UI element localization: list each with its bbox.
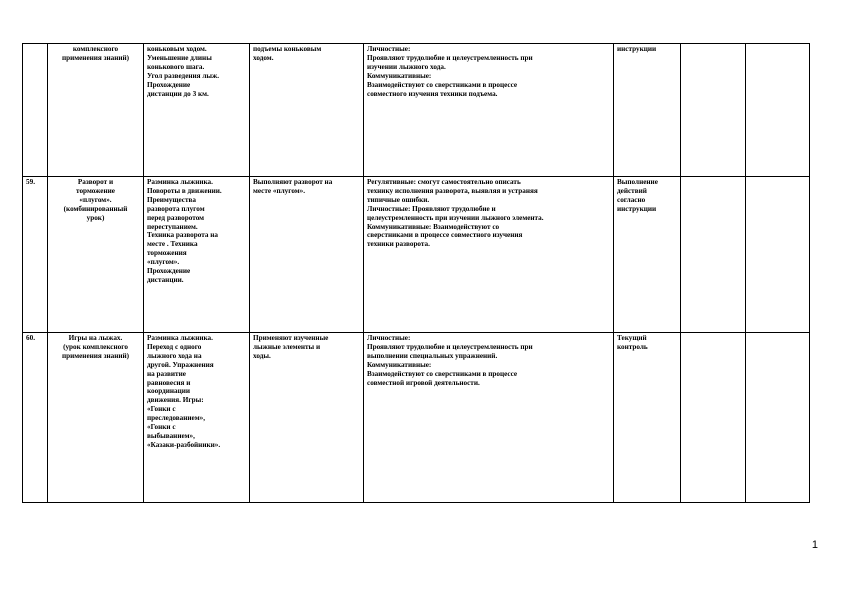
lesson-content-cell-line: переступанием.: [147, 222, 198, 231]
empty-cell: [681, 333, 746, 503]
control-form-cell: [614, 177, 681, 333]
table-row: [23, 177, 810, 333]
page-number: 1: [811, 539, 818, 551]
control-form-cell-line: инструкции: [617, 45, 657, 53]
student-activity-cell-line: Применяют изученные: [253, 334, 329, 342]
empty-cell: [746, 177, 810, 333]
lesson-content-cell-line: выбыванием»,: [147, 431, 195, 440]
lesson-content-cell-line: координации: [147, 387, 191, 396]
lesson-content-cell-line: на развитие: [147, 369, 186, 378]
control-form-cell-line: инструкции: [617, 204, 657, 213]
lesson-plan-table: [22, 43, 810, 503]
lesson-content-cell-line: Переход с одного: [147, 342, 202, 351]
control-form-cell-line: Выполнение: [617, 178, 658, 186]
learning-results-cell-line: Регулятивные: смогут самостоятельно описать: [367, 178, 521, 186]
lesson-topic-cell-line: применения знаний): [61, 351, 130, 360]
lesson-content-cell-line: Разминка лыжника.: [147, 334, 213, 342]
lesson-content-cell-line: дистанции до 3 км.: [147, 89, 209, 98]
lesson-content-cell-line: перед разворотом: [147, 213, 205, 222]
lesson-content-cell-line: торможения: [147, 249, 187, 258]
lesson-content-cell-line: Прохождение: [147, 267, 191, 276]
learning-results-cell: [364, 177, 614, 333]
learning-results-cell-line: Коммуникативные:: [367, 71, 432, 80]
table-row: [23, 44, 810, 177]
lesson-topic-cell-line: Игры на лыжах.: [68, 334, 123, 342]
lesson-topic-cell-line: применения знаний): [61, 53, 130, 62]
lesson-content-cell-line: преследованием»,: [147, 414, 206, 423]
learning-results-cell-line: Проявляют трудолюбие и целеустремленность при: [367, 53, 533, 62]
student-activity-cell: [250, 177, 364, 333]
control-form-cell: [614, 333, 681, 503]
lesson-content-cell-line: дистанции.: [147, 275, 184, 284]
lesson-content-cell-line: Угол разведения лыж.: [147, 71, 219, 80]
lesson-topic-cell-line: урок): [86, 213, 105, 222]
learning-results-cell-line: изучении лыжного хода.: [367, 62, 446, 71]
student-activity-cell-line: ходом.: [253, 53, 274, 62]
lesson-topic-cell-line: комплексного: [72, 45, 119, 53]
control-form-cell-line: действий: [617, 186, 647, 195]
learning-results-cell-line: совместного изучения техники подъема.: [367, 89, 498, 98]
student-activity-cell: [250, 333, 364, 503]
learning-results-cell-line: Коммуникативные:: [367, 360, 432, 369]
lesson-content-cell-line: Повороты в движении.: [147, 186, 222, 195]
lesson-topic-cell: [48, 333, 144, 503]
learning-results-cell-line: Личностные: Проявляют трудолюбие и: [367, 204, 496, 213]
student-activity-cell: [250, 44, 364, 177]
learning-results-cell-line: типичные ошибки.: [367, 195, 430, 204]
control-form-cell-line: Текущий: [617, 334, 647, 342]
lesson-content-cell-line: другой. Упражнения: [147, 360, 214, 369]
learning-results-cell: [364, 333, 614, 503]
learning-results-cell: [364, 44, 614, 177]
lesson-topic-cell-line: Разворот и: [77, 178, 114, 186]
learning-results-cell-line: совместной игровой деятельности.: [367, 378, 480, 387]
learning-results-cell-line: целеустремленность при изучении лыжного элемента.: [367, 213, 544, 222]
lesson-content-cell: [144, 333, 250, 503]
student-activity-cell-line: месте «плугом».: [253, 186, 306, 195]
lesson-content-cell-line: месте . Техника: [147, 240, 198, 249]
lesson-content-cell-line: разворота плугом: [147, 204, 205, 213]
lesson-content-cell-line: движения. Игры:: [147, 396, 204, 405]
learning-results-cell-line: Проявляют трудолюбие и целеустремленность при: [367, 342, 533, 351]
lesson-number-cell: 59.: [23, 177, 48, 333]
empty-cell: [681, 44, 746, 177]
lesson-content-cell: [144, 177, 250, 333]
lesson-content-cell-line: Уменьшение длины: [147, 53, 212, 62]
lesson-content-cell-line: «Гонки с: [147, 423, 176, 432]
lesson-content-cell-line: Прохождение: [147, 80, 191, 89]
control-form-cell: [614, 44, 681, 177]
lesson-topic-cell-line: (комбинированный: [63, 204, 128, 213]
lesson-content-cell-line: «Казаки-разбойники».: [147, 440, 221, 449]
student-activity-cell-line: лыжные элементы и: [253, 342, 321, 351]
student-activity-cell-line: подъемы коньковым: [253, 45, 322, 53]
learning-results-cell-line: сверстниками в процессе совместного изучения: [367, 231, 523, 240]
lesson-topic-cell-line: «плугом».: [79, 195, 112, 204]
learning-results-cell-line: техники разворота.: [367, 240, 430, 249]
lesson-content-cell-line: равновесия и: [147, 378, 191, 387]
lesson-content-cell-line: Преимущества: [147, 195, 196, 204]
learning-results-cell-line: Взаимодействуют со сверстниками в процессе: [367, 369, 518, 378]
learning-results-cell-line: Коммуникативные: Взаимодействуют со: [367, 222, 500, 231]
lesson-content-cell-line: лыжного хода на: [147, 351, 202, 360]
lesson-content-cell-line: Разминка лыжника.: [147, 178, 213, 186]
learning-results-cell-line: Взаимодействуют со сверстниками в процессе: [367, 80, 518, 89]
lesson-number-cell: [23, 44, 48, 177]
lesson-topic-cell: [48, 44, 144, 177]
table-row: [23, 333, 810, 503]
student-activity-cell-line: ходы.: [253, 351, 271, 360]
learning-results-cell-line: Личностные:: [367, 334, 411, 342]
lesson-content-cell-line: Техника разворота на: [147, 231, 219, 240]
lesson-content-cell: [144, 44, 250, 177]
lesson-number-cell: 60.: [23, 333, 48, 503]
empty-cell: [746, 44, 810, 177]
lesson-topic-cell-line: торможение: [76, 186, 115, 195]
lesson-content-cell-line: конькового шага.: [147, 62, 205, 71]
lesson-content-cell-line: «плугом».: [147, 258, 180, 267]
lesson-topic-cell-line: (урок комплексного: [63, 342, 128, 351]
learning-results-cell-line: технику исполнения разворота, выявляя и устраняя: [367, 186, 538, 195]
lesson-topic-cell: [48, 177, 144, 333]
lesson-content-cell-line: коньковым ходом.: [147, 45, 207, 53]
student-activity-cell-line: Выполняют разворот на: [253, 178, 333, 186]
control-form-cell-line: согласно: [617, 195, 646, 204]
empty-cell: [746, 333, 810, 503]
lesson-content-cell-line: «Гонки с: [147, 405, 176, 414]
empty-cell: [681, 177, 746, 333]
learning-results-cell-line: Личностные:: [367, 45, 411, 53]
learning-results-cell-line: выполнении специальных упражнений.: [367, 351, 498, 360]
control-form-cell-line: контроль: [617, 342, 648, 351]
